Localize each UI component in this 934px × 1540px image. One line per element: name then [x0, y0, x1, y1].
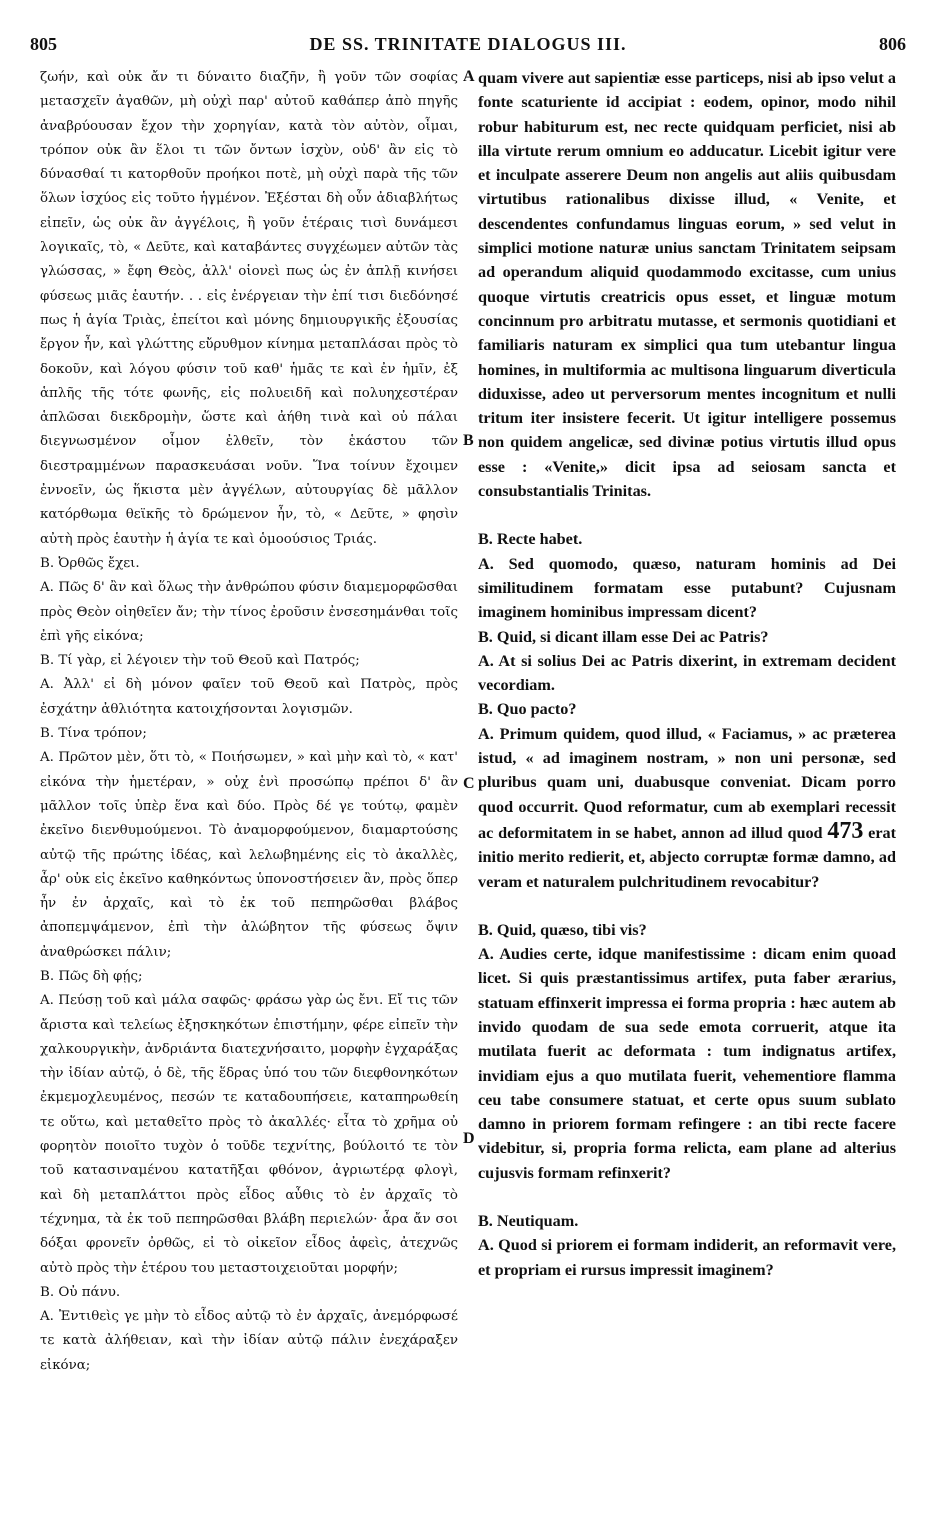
latin-paragraph: A. At si solius Dei ac Patris dixerint, in extremam decident vecordiam. — [478, 651, 896, 695]
greek-paragraph: Α. Ἐντιθεὶς γε μὴν τὸ εἶδος αὐτῷ τὸ ἐν ἀρχαῖς, ἀνεμόρφωσέ τε κατὰ ἀλήθειαν, καὶ τὴν ἰδίαν αὐτῷ πάλιν ἐνεχάραξεν εἰκόνα; — [40, 1309, 458, 1373]
greek-paragraph: Β. Πῶς δὴ φῄς; — [40, 968, 143, 984]
running-title: DE SS. TRINITATE DIALOGUS III. — [309, 34, 627, 54]
margin-marker-a: A — [463, 68, 475, 85]
page-number-left: 805 — [30, 34, 57, 54]
margin-marker-d: D — [463, 1130, 475, 1147]
latin-column — [478, 66, 896, 1282]
latin-paragraph: A. Sed quomodo, quæso, naturam hominis ad Dei similitudinem formatam esse putabunt? Cujusnam imaginem hominibus impressam dicent? — [478, 554, 896, 622]
original-page-number: 473 — [827, 817, 864, 844]
latin-paragraph: A. Quod si priorem ei formam indiderit, an reformavit vere, et propriam ei rursus impressit imaginem? — [478, 1236, 896, 1279]
latin-paragraph — [478, 722, 896, 894]
latin-paragraph: A. Audies certe, idque manifestissime : dicam enim quoad licet. Si quis præstantissimus artifex, puta faber ærarius, statuam effinxerit impressa ei forma propria : hæc autem ab invido quodam de sua sede emota corruerit, atque ita mutilata fuerit ac deformata : tum indignatus artifex, invidiam ejus a quo mutilata fuerit, vehementiore flamma ceu tabe consumere statuat, et certe opus suum sublato damno in priorem formam refingere : an tibi recte facere videbitur, si, propria forma relicta, eam plane ad alterius cujusvis formam refinxerit? — [478, 945, 896, 1182]
greek-paragraph: Β. Τίνα τρόπον; — [40, 726, 147, 742]
margin-marker-b: B — [463, 432, 474, 449]
greek-paragraph: Β. Ὀρθῶς ἔχει. — [40, 555, 140, 571]
latin-paragraph: B. Recte habet. — [478, 530, 583, 549]
page-number-right: 806 — [879, 34, 906, 54]
latin-paragraph: B. Quid, quæso, tibi vis? — [478, 920, 647, 939]
greek-paragraph: Β. Οὐ πάνυ. — [40, 1284, 121, 1300]
greek-paragraph: Α. Ἀλλ' εἰ δὴ μόνον φαῖεν τοῦ Θεοῦ καὶ Πατρὸς, πρὸς ἐσχάτην ἀθλιότητα κατοιχήσονται λογισμῶν. — [40, 677, 458, 717]
latin-paragraph: quam vivere aut sapientiæ esse particeps, nisi ab ipso velut a fonte scaturiente id accipiat : eodem, opinor, modo nihil robur habiturum est, nec recte quidquam perficiet, nisi ab illa virtute rerum omnium eo adducatur. Licebit igitur vere et inculpate asserere Deum non angelis aut aliis quibusdam virtutibus rationalibus dixisse illud, « Venite, et descendentes confundamus linguas eorum, » sed velut in simplici motione naturæ unius sanctam Trinitatem seipsam ad operandum aliquid quodammodo excitasse, cum unius quoque virtutis creatricis opus esset, et linguæ motum concinnum pro arbitratu mutasse, et sermonis quotidiani et familiaris naturam ex simplici qua tum utebantur lingua homines, in multiformia ac multisona linguarum diverticula diduxisse, adeo ut perversorum mentes incognitum et nulli tritum iter insistere fecerit. Ut igitur intelligere possemus non quidem angelicæ, sed divinæ potius virtutis illud opus esse : «Venite,» dicit ipsa ad seiosam sancta et consubstantialis Trinitas. — [478, 69, 896, 501]
greek-column — [40, 66, 458, 1378]
latin-paragraph: B. Neutiquam. — [478, 1212, 579, 1231]
latin-paragraph: B. Quid, si dicant illam esse Dei ac Patris? — [478, 627, 769, 646]
greek-paragraph: Α. Πῶς δ' ἂν καὶ ὅλως τὴν ἀνθρώπου φύσιν διαμεμορφῶσθαι πρὸς Θεὸν οἰηθεῖεν ἄν; τὴν τίνος ἐροῦσιν ἐνσεσημάνθαι τοῖς ἐπὶ γῆς εἰκόνα; — [40, 580, 458, 644]
greek-paragraph: ζωήν, καὶ οὐκ ἄν τι δύναιτο διαζῆν, ἢ γοῦν τῶν σοφίας μετασχεῖν ἀγαθῶν, μὴ οὐχὶ παρ' αὐτοῦ καθάπερ ἀπὸ πηγῆς ἀναβρύουσαν ἔχον τὴν χορηγίαν, κατὰ τὸν αὐτὸν, οἶμαι, τρόπον οὐκ ἂν ἕλοι τι τῶν ὄντων ἰσχὺν, οὐδ' ἂν εἰς τὸ δύνασθαί τι κατορθοῦν προήκοι ποτὲ, μὴ οὐχὶ παρὰ τῆς τῶν ὅλων ἰσχύος εἰς τοῦτο ἡγμένον. Ἐξέσται δὴ οὖν ἀδιαβλήτως εἰπεῖν, ὡς οὐκ ἂν ἀγγέλοις, ἢ γοῦν ἑτέραις τισὶ δυνάμεσι λογικαῖς, τὸ, « Δεῦτε, καὶ καταβάντες συγχέωμεν αὐτῶν τὰς γλώσσας, » ἔφη Θεὸς, ἀλλ' οἱονεὶ πως ὡς ἐν ἁπλῇ κινήσει φύσεως μιᾶς ἑαυτήν. . . εἰς ἐνέργειαν τὴν ἐπί τισι διεδόνησέ πως ἡ ἁγία Τριὰς, ἐπείτοι καὶ μόνης δημιουργικῆς ἐξουσίας ἔργον ἦν, καὶ γλώττης εὔρυθμον κίνημα μεταπλάσαι πρὸς τὸ δοκοῦν, καὶ λόγου φύσιν τοῦ καθ' ἡμᾶς τε καὶ ἐν ἡμῖν, ἐξ ἁπλῆς τῆς τότε φωνῆς, εἰς πολυειδῆ καὶ πολυηχεστέραν ἁπλῶσαι διεκδρομὴν, ὥστε καὶ ἀήθη τινὰ καὶ οὐ πάλαι διεγνωσμένον οἶμον ἐλθεῖν, τὸν ἑκάστου τῶν διεστραμμένων παρασκευάσαι νοῦν. Ἵνα τοίνυν ἔχοιμεν ἐννοεῖν, ὡς ἥκιστα μὲν ἀγγέλων, αὐτουργίας δὲ μᾶλλον κατόρθωμα θεϊκῆς τὸ δρώμενον ἦν, τὸ, « Δεῦτε, » φησὶν αὐτὴ πρὸς ἑαυτὴν ἡ ἁγία τε καὶ ὁμοούσιος Τριάς. — [40, 70, 458, 547]
greek-paragraph: Α. Πεύσῃ τοῦ καὶ μάλα σαφῶς· φράσω γὰρ ὡς ἔνι. Εἴ τις τῶν ἄριστα καὶ τελείως ἐξησκηκότων ἐπιστήμην, φέρε εἰπεῖν τὴν χαλκουργικὴν, ἀνδριάντα διατεχνήσαιτο, μορφὴν ἐγχαράξας τὴν ἰδίαν αὐτῷ, ὁ δὲ, τῆς ἕδρας ὑπό του τῶν διεφθονηκότων ἐκμεμοχλευμένος, πεσών τε καταδουπήσειε, καταπηρωθείη τε οὕτω, καὶ μεταθεῖτο πρὸς τὸ ἀκαλλές· εἶτα τὸ χρῆμα οὐ φορητὸν ποιοῖτο τυχὸν ὁ τοῦδε τεχνίτης, βούλοιτό τε τὸν τοῦ κατασιναμένου κατατῆξαι φθόνον, ἀγριωτέρᾳ φλογὶ, καὶ δὴ μεταπλάττοι πρὸς εἶδος αὖθις τὸ ἐν ἀρχαῖς τὸ τέχνημα, τὰ ἐκ τοῦ πεπηρῶσθαι βλάβη περιελών· ἆρα ἄν σοι δόξαι φρονεῖν ὀρθῶς, εἰ τὸ οἰκεῖον εἶδος ἀφεὶς, ἀτεχνῶς αὐτὸ πρὸς τὴν ἑτέρου του μεταστοιχειοῦται μορφήν; — [40, 993, 458, 1276]
greek-paragraph: Β. Τί γὰρ, εἰ λέγοιεν τὴν τοῦ Θεοῦ καὶ Πατρός; — [40, 653, 360, 669]
running-header — [30, 34, 906, 58]
greek-paragraph: Α. Πρῶτον μὲν, ὅτι τὸ, « Ποιήσωμεν, » καὶ μὴν καὶ τὸ, « κατ' εἰκόνα τὴν ἡμετέραν, » οὐχ ἑνὶ προσώπῳ πρέποι δ' ἂν μᾶλλον τοῖς ὑπὲρ ἕνα καὶ δύο. Πρὸς δέ γε τούτῳ, φαμὲν ἐκεῖνο διενθυμούμενοι. Τὸ ἀναμορφούμενον, διαμαρτούσης αὐτῷ τῆς πρώτης ἰδέας, καὶ λελωβημένης εἰς τὸ ἀκαλλὲς, ἆρ' οὐκ εἰς ἐκεῖνο καθηκόντως ὑπονοστήσειεν ἂν, πρὸς ὅπερ ἦν ἐν ἀρχαῖς, καὶ τὸ ἐκ τοῦ πεπηρῶσθαι βλάβος ἀποπεμψάμενον, ἐπὶ τὴν ἀλώβητον τῆς φύσεως ὄψιν ἀναθρώσκει πάλιν; — [40, 750, 458, 960]
latin-paragraph-part: erat initio merito redierit, et, abjecto corruptæ formæ damno, ad veram et naturalem pulchritudinem revocabitur? — [478, 823, 897, 891]
margin-marker-c: C — [463, 775, 475, 792]
latin-paragraph-part: A. Primum quidem, quod illud, « Faciamus, » ac præterea istud, « ad imaginem nostram, » non uni personæ, sed pluribus quam uni, duabusque conveniat. Dicam porro quod occurrit. Quod reformatur, cum ab exemplari recessit ac deformitatem in se habet, annon ad illud quod — [478, 724, 896, 842]
latin-paragraph: B. Quo pacto? — [478, 700, 577, 719]
